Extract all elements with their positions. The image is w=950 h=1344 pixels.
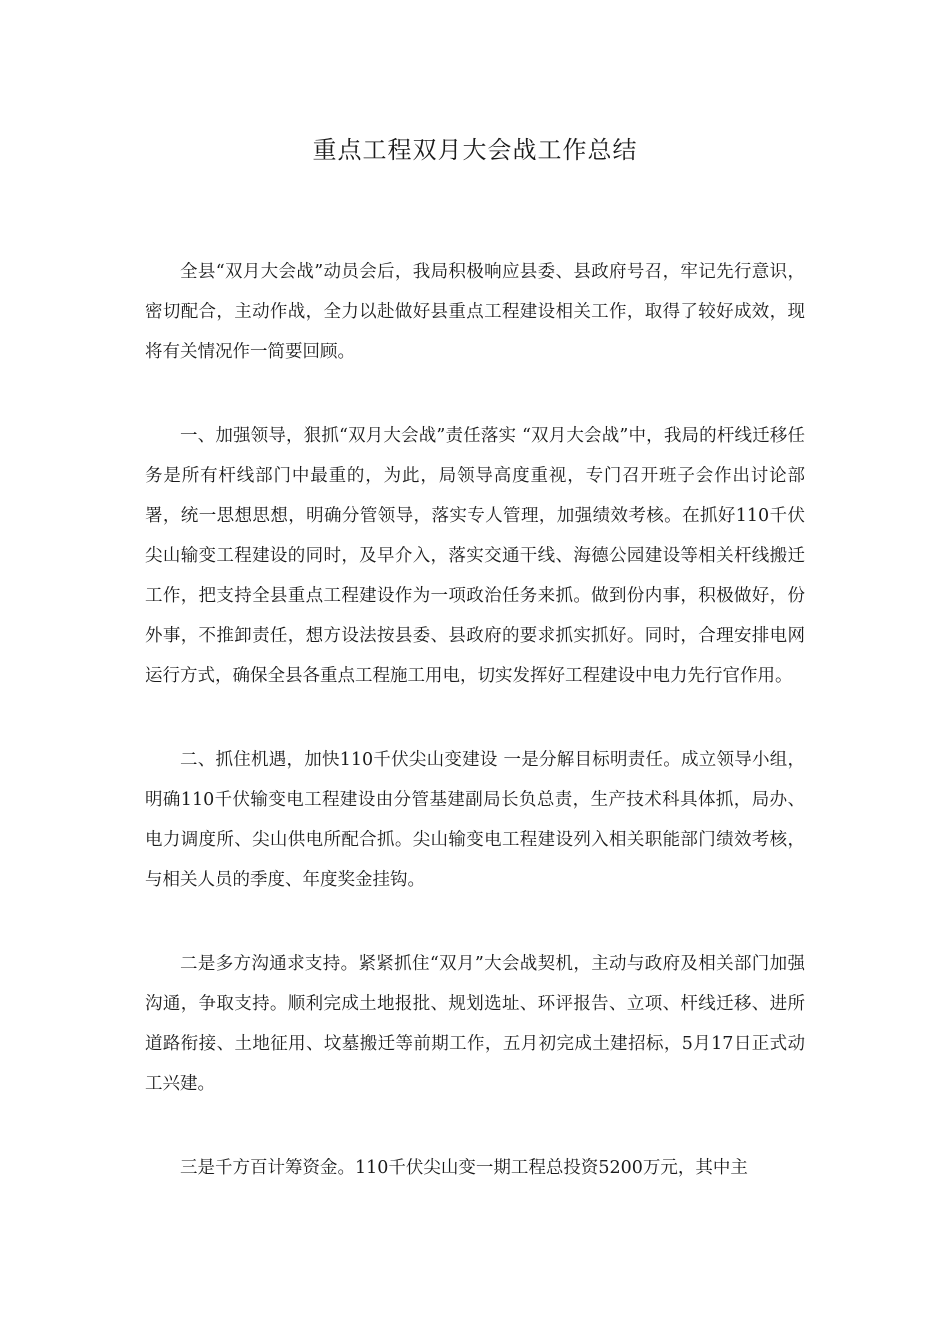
paragraph-substation: 二、抓住机遇，加快110千伏尖山变建设 一是分解目标明责任。成立领导小组，明确110千伏输变电工程建设由分管基建副局长负总责，生产技术科具体抓，局办、电力调度所、尖山供电所配合抓。尖山输变电工程建设列入相关职能部门绩效考核，与相关人员的季度、年度奖金挂钩。 [145, 750, 805, 890]
paragraph-communication: 二是多方沟通求支持。紧紧抓住“双月”大会战契机，主动与政府及相关部门加强沟通，争取支持。顺利完成土地报批、规划选址、环评报告、立项、杆线迁移、进所道路衔接、土地征用、坟墓搬迁等前期工作，五月初完成土建招标，5月17日正式动工兴建。 [145, 954, 805, 1094]
document-body [145, 252, 805, 1188]
paragraph-intro: 全县“双月大会战”动员会后，我局积极响应县委、县政府号召，牢记先行意识，密切配合，主动作战，全力以赴做好县重点工程建设相关工作，取得了较好成效，现将有关情况作一简要回顾。 [145, 262, 805, 362]
paragraph-leadership: 一、加强领导，狠抓“双月大会战”责任落实 “双月大会战”中，我局的杆线迁移任务是所有杆线部门中最重的，为此，局领导高度重视，专门召开班子会作出讨论部署，统一思想思想，明确分管领导，落实专人管理，加强绩效考核。在抓好110千伏尖山输变工程建设的同时，及早介入，落实交通干线、海德公园建设等相关杆线搬迁工作，把支持全县重点工程建设作为一项政治任务来抓。做到份内事，积极做好，份外事，不推卸责任，想方设法按县委、县政府的要求抓实抓好。同时，合理安排电网运行方式，确保全县各重点工程施工用电，切实发挥好工程建设中电力先行官作用。 [145, 426, 805, 686]
paragraph-funding: 三是千方百计筹资金。110千伏尖山变一期工程总投资5200万元，其中主 [180, 1158, 748, 1178]
document-title: 重点工程双月大会战工作总结 [312, 136, 638, 164]
